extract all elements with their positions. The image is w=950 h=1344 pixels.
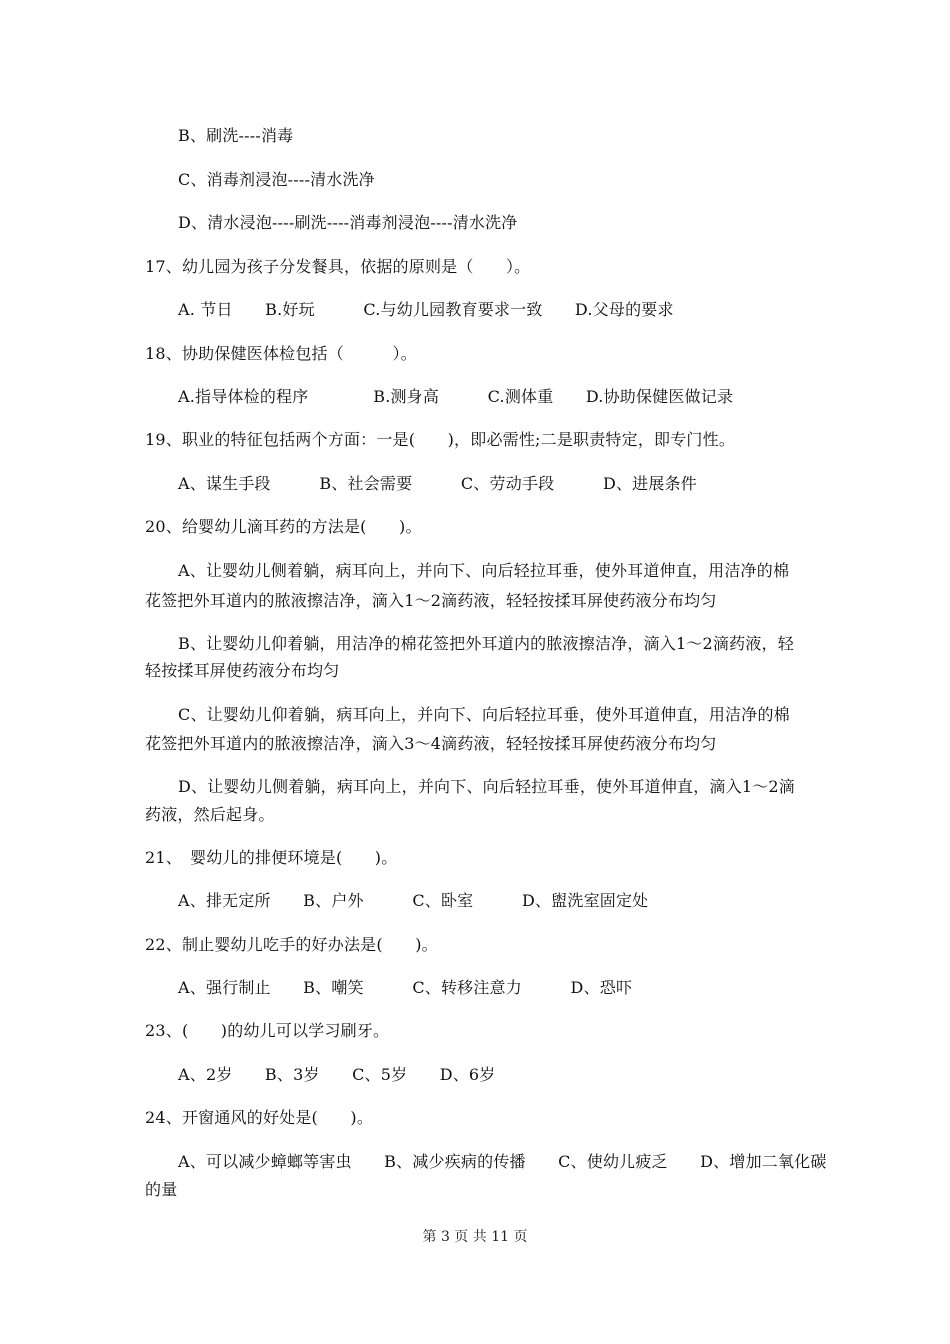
option-d-20-line1: D、让婴幼儿侧着躺，病耳向上，并向下、向后轻拉耳垂，使外耳道伸直，滴入1～2滴	[178, 777, 795, 796]
option-c-20-line2: 花签把外耳道内的脓液擦洁净，滴入3～4滴药液，轻轻按揉耳屏使药液分布均匀	[145, 734, 717, 753]
question-21: 21、 婴幼儿的排便环境是( )。	[145, 848, 398, 867]
page-number-footer: 第 3 页 共 11 页	[422, 1229, 528, 1245]
option-c-20-line1: C、让婴幼儿仰着躺，病耳向上，并向下、向后轻拉耳垂，使外耳道伸直，用洁净的棉	[178, 705, 790, 724]
question-22: 22、制止婴幼儿吃手的好办法是( )。	[145, 935, 438, 954]
options-18: A.指导体检的程序 B.测身高 C.测体重 D.协助保健医做记录	[178, 387, 734, 406]
option-a-20-line2: 花签把外耳道内的脓液擦洁净，滴入1～2滴药液，轻轻按揉耳屏使药液分布均匀	[145, 591, 717, 610]
option-d-20-line2: 药液，然后起身。	[145, 805, 275, 824]
option-b-20-line1: B、让婴幼儿仰着躺，用洁净的棉花签把外耳道内的脓液擦洁净，滴入1～2滴药液，轻	[178, 634, 794, 653]
options-19: A、谋生手段 B、社会需要 C、劳动手段 D、进展条件	[178, 474, 697, 493]
question-19: 19、职业的特征包括两个方面：一是( )，即必需性;二是职责特定，即专门性。	[145, 430, 736, 449]
option-d-16: D、清水浸泡----刷洗----消毒剂浸泡----清水洗净	[178, 213, 518, 232]
option-b-16: B、刷洗----消毒	[178, 126, 294, 145]
question-23: 23、( )的幼儿可以学习刷牙。	[145, 1021, 390, 1040]
option-c-16: C、消毒剂浸泡----清水洗净	[178, 170, 375, 189]
options-23: A、2岁 B、3岁 C、5岁 D、6岁	[178, 1065, 496, 1084]
options-17: A. 节日 B.好玩 C.与幼儿园教育要求一致 D.父母的要求	[178, 300, 674, 319]
question-24: 24、开窗通风的好处是( )。	[145, 1108, 374, 1127]
option-b-20-line2: 轻按揉耳屏使药液分布均匀	[145, 661, 340, 680]
options-21: A、排无定所 B、户外 C、卧室 D、盥洗室固定处	[178, 891, 649, 910]
options-24-line1: A、可以减少蟑螂等害虫 B、减少疾病的传播 C、使幼儿疲乏 D、增加二氧化碳	[178, 1152, 827, 1171]
option-a-20-line1: A、让婴幼儿侧着躺，病耳向上，并向下、向后轻拉耳垂，使外耳道伸直，用洁净的棉	[178, 561, 790, 580]
options-24-line2: 的量	[145, 1180, 178, 1199]
question-17: 17、幼儿园为孩子分发餐具，依据的原则是（ ）。	[145, 257, 531, 276]
question-18: 18、协助保健医体检包括（ ）。	[145, 344, 417, 363]
options-22: A、强行制止 B、嘲笑 C、转移注意力 D、恐吓	[178, 978, 633, 997]
question-20: 20、给婴幼儿滴耳药的方法是( )。	[145, 517, 422, 536]
